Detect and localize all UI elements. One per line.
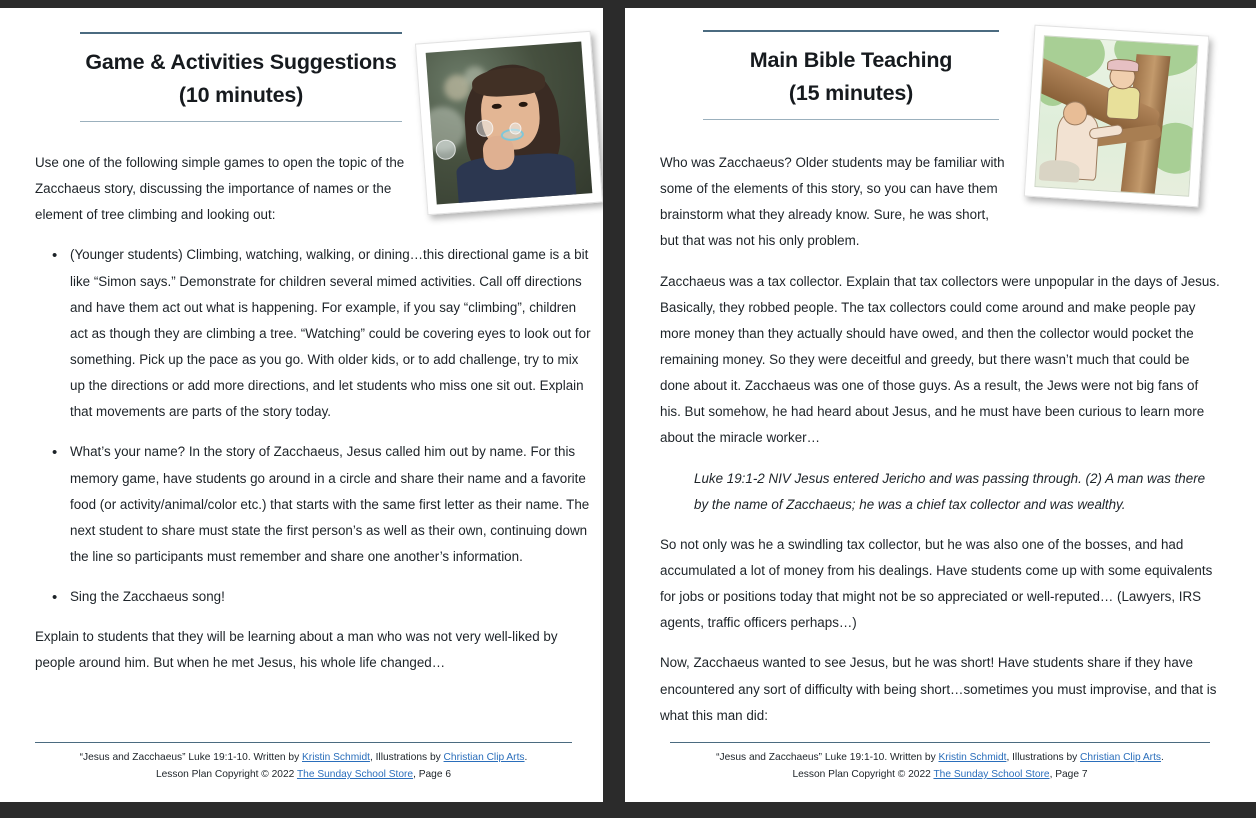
footer-credit-suffix: . — [524, 752, 528, 764]
footer-link-illustrations[interactable]: Christian Clip Arts — [1080, 752, 1162, 764]
footer-credit-prefix: “Jesus and Zacchaeus” Luke 19:1-10. Written by — [716, 752, 939, 764]
page-left-title — [80, 46, 402, 111]
footer-link-store[interactable]: The Sunday School Store — [296, 769, 414, 781]
page-gutter-divider — [610, 0, 615, 818]
list-item: • (Younger students) Climbing, watching, walking, or dining…this directional game is a bit like “Simon says.” Demonstrate for children several mimed activities. Call off directions and have them act out what is happening. For example, if you say “climbing”, children act as though they are climbing a tree. “Watching” could be covering eyes to look out for something. Pick up the pace as you go. With older kids, or to add challenge, try to mix up the directions or add more directions, and let students who miss one sit out. Explain that movements are parts of the story today. — [35, 242, 595, 425]
zacchaeus-body — [1106, 85, 1142, 120]
footer-line-2 — [670, 767, 1210, 784]
page-right-footer — [670, 742, 1210, 784]
page-left-title-line2: (10 minutes) — [178, 82, 304, 107]
list-item: • What’s your name? In the story of Zacchaeus, Jesus called him out by name. For this memory game, have students go around in a circle and share their name and a favorite food (or activity/animal/color etc.) that starts with the same first letter as their name. The next student to share must state the first person’s as well as their own, continuing down the line so participants must remember and share one another’s information. — [35, 439, 595, 570]
list-item: • Sing the Zacchaeus song! — [35, 584, 595, 610]
footer-copyright-prefix: Lesson Plan Copyright © 2022 — [155, 769, 297, 781]
page-right-content — [660, 150, 1222, 743]
footer-line-1 — [670, 750, 1210, 767]
page-left-content — [35, 150, 595, 691]
page-left-title-line1: Game & Activities Suggestions — [85, 50, 397, 74]
page-right-paragraph-2: Zacchaeus was a tax collector. Explain that tax collectors were unpopular in the days of Jesus. Basically, they robbed people. The tax collectors could come around and make people pay more money than they actually should have owed, and then the collector would pocket the remaining money. So they were deceitful and greedy, but there wasn’t much that could be done about it. Zacchaeus was one of those guys. As a result, the Jews were not big fans of his. But somehow, he had heard about Jesus, and he must have been curious to learn more about the miracle worker… — [660, 273, 1220, 446]
page-left-intro-paragraph: Use one of the following simple games to open the topic of the Zacchaeus story, discussing the importance of names or the element of tree climbing and looking out: — [35, 155, 405, 223]
footer-line-2 — [35, 767, 572, 784]
footer-link-author[interactable]: Kristin Schmidt — [938, 752, 1007, 764]
page-left-header — [80, 32, 402, 122]
footer-line-1 — [35, 750, 572, 767]
page-right — [625, 8, 1256, 802]
footer-link-author[interactable]: Kristin Schmidt — [302, 752, 370, 764]
footer-credit-middle: , Illustrations by — [1006, 752, 1081, 764]
footer-link-illustrations[interactable]: Christian Clip Arts — [443, 752, 525, 764]
page-right-title-line2: (15 minutes) — [788, 80, 914, 105]
page-left-footer — [35, 742, 572, 784]
footer-credit-prefix: “Jesus and Zacchaeus” Luke 19:1-10. Written by — [79, 752, 302, 764]
footer-link-store[interactable]: The Sunday School Store — [933, 769, 1050, 781]
footer-credit-middle: , Illustrations by — [369, 752, 444, 764]
zacchaeus-hat — [1107, 58, 1140, 72]
page-left-activity-list — [35, 242, 595, 610]
scripture-quote: Luke 19:1-2 NIV Jesus entered Jericho and was passing through. (2) A man was there by the name of Zacchaeus; he was a chief tax collector and was wealthy. — [694, 470, 1206, 512]
page-right-title-line1: Main Bible Teaching — [749, 48, 953, 72]
page-right-paragraph-1: Who was Zacchaeus? Older students may be familiar with some of the elements of this story, so you can have them brainstorm what they already know. Sure, he was short, but that was not his only problem. — [660, 155, 1005, 249]
footer-page-number: , Page 7 — [1049, 769, 1088, 781]
footer-copyright-prefix: Lesson Plan Copyright © 2022 — [792, 769, 934, 781]
footer-credit-suffix: . — [1161, 752, 1164, 764]
page-right-header — [703, 30, 999, 120]
page-left — [0, 8, 603, 802]
page-right-paragraph-3: So not only was he a swindling tax collector, but he was also one of the bosses, and had accumulated a lot of money from his dealings. Have students come up with some equivalents for jobs or positions today that might not be so appreciated or well-reputed… (Lawyers, IRS agents, traffic officers perhaps…) — [660, 536, 1213, 631]
footer-page-number: , Page 6 — [413, 769, 452, 781]
page-right-title — [703, 44, 999, 109]
page-left-closing-paragraph: Explain to students that they will be learning about a man who was not very well-liked by people around him. But when he met Jesus, his whole life changed… — [35, 629, 558, 671]
page-right-paragraph-4: Now, Zacchaeus wanted to see Jesus, but he was short! Have students share if they have encountered any sort of difficulty with being short…sometimes you must improvise, and that is what this man did: — [660, 655, 1217, 723]
